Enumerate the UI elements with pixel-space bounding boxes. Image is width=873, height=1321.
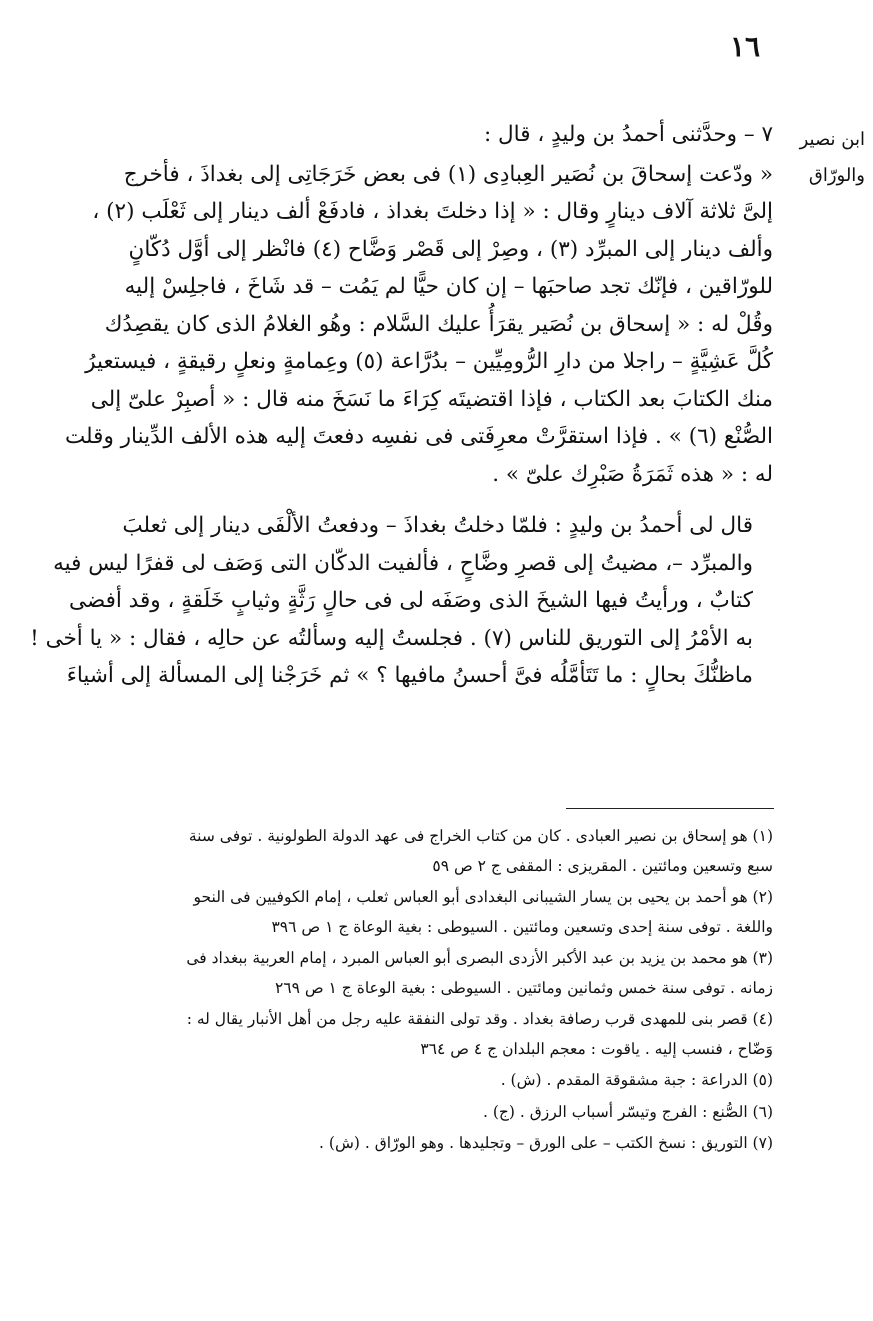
- footnote-line: (٤) قصر بنى للمهدى قرب رصافة بغداد . وقد تولى النفقة عليه رجل من أهل الأنبار يقال له :: [186, 1010, 773, 1028]
- paragraph: [64, 156, 773, 494]
- page-number: ١٦: [729, 30, 761, 63]
- footnote-1: [78, 822, 773, 881]
- footnote-line: (٧) التوريق : نسخ الكتب – على الورق – وتجليدها . وهو الورّاق . (ش) .: [319, 1134, 773, 1152]
- text-line: ٧ – وحدَّثنى أحمدُ بن وليدٍ ، قال :: [483, 122, 773, 147]
- footnote-line: (٣) هو محمد بن يزيد بن عبد الأكبر الأزدى البصرى أبو العباس المبرد ، إمام العربية ببغداد فى: [186, 949, 773, 967]
- paragraph: [30, 507, 773, 695]
- footnote-line: وَضّاح ، فنسب إليه . ياقوت : معجم البلدان ج ٤ ص ٣٦٤: [420, 1039, 773, 1058]
- footnote-6: [78, 1098, 773, 1128]
- footnote-line: (١) هو إسحاق بن نصير العبادى . كان من كتاب الخراج فى عهد الدولة الطولونية . توفى سنة: [188, 827, 773, 845]
- text-line: « ودّعت إسحاقَ بن نُصَير العِبادِى (١) فى بعض خَرَجَاتِى إلى بغداذَ ، فأخرج: [123, 161, 773, 187]
- text-line: له : « هذه ثَمَرَةُ صَبْرِك علىّ » .: [492, 461, 773, 487]
- text-line: الصُّنْع (٦) » . فإذا استقرَّتْ معرِفَتى فى نفسِه دفعتَ إليه هذه الألف الدِّينار وقلت: [64, 424, 773, 449]
- footnote-line: واللغة . توفى سنة إحدى وتسعين ومائتين . السيوطى : بغية الوعاة ج ١ ص ٣٩٦: [271, 917, 773, 936]
- footnote-line: سبع وتسعين ومائتين . المقريزى : المقفى ج ٢ ص ٥٩: [432, 856, 773, 875]
- margin-note-line: والورّاق: [808, 165, 865, 186]
- text-line: والمبرِّد –، مضيتُ إلى قصرِ وضَّاحٍ ، فألفيت الدكّان التى وَصَف لى قفرًا ليس فيه: [53, 550, 753, 576]
- footnote-4: [78, 1005, 773, 1064]
- footnote-line: (٢) هو أحمد بن يحيى بن يسار الشيبانى البغدادى أبو العباس ثعلب ، إمام الكوفيين فى النحو: [193, 888, 773, 906]
- footnote-3: [78, 944, 773, 1003]
- footnotes: [78, 822, 773, 1161]
- text-line: للورّاقين ، فإنّك تجد صاحبَها – إن كان حيًّا لم يَمُت – قد شَاخَ ، فاجلِسْ إليه: [124, 274, 773, 299]
- text-line: إلىَّ ثلاثة آلاف دينارٍ وقال : « إذا دخلتَ بغداذ ، فادفَعْ ألف دينار إلى ثَعْلَب (٢) ،: [92, 199, 773, 224]
- paragraph-heading: [83, 116, 773, 154]
- text-line: كُلَّ عَشِيَّةٍ – راجلا من دارِ الرُّومِيِّين – بدُرَّاعة (٥) وعِمامةٍ ونعلٍ رقيقةٍ ، فيستعيرُ: [85, 349, 773, 374]
- text-line: ماظنُّكَ بحالٍ : ما تَتَأمَّلُه فىَّ أحسنُ مافيها ؟ » ثم خَرَجْنا إلى المسألة إلى أشياءَ: [66, 663, 753, 688]
- footnote-line: (٥) الدراعة : جبة مشقوقة المقدم . (ش) .: [500, 1071, 773, 1089]
- margin-note: [785, 122, 865, 194]
- text-line: به الأمْرُ إلى التوريق للناس (٧) . فجلستُ إليه وسألتُه عن حالِه ، فقال : « يا أخى !: [30, 625, 753, 651]
- text-line: قال لى أحمدُ بن وليدٍ : فلمّا دخلتُ بغداذَ – ودفعتُ الألْفَى دينار إلى ثعلبَ: [122, 513, 753, 538]
- footnote-2: [78, 883, 773, 942]
- text-line: منك الكتابَ بعد الكتاب ، فإذا اقتضيتَه كِرَاءَ ما نَسَخَ منه قال : « أصبِرْ علىّ إلى: [90, 386, 773, 412]
- footnote-divider: [566, 808, 774, 809]
- footnote-5: [78, 1066, 773, 1096]
- text-line: وألف دينار إلى المبرِّد (٣) ، وصِرْ إلى قَصْر وَضَّاح (٤) فانْظر إلى أوَّل دُكّانٍ: [128, 236, 773, 262]
- footnote-7: [78, 1129, 773, 1159]
- footnote-line: زمانه . توفى سنة خمس وثمانين ومائتين . السيوطى : بغية الوعاة ج ١ ص ٢٦٩: [274, 978, 773, 997]
- margin-note-line: ابن نصير: [799, 129, 865, 150]
- text-line: كتابٌ ، ورأيتُ فيها الشيخَ الذى وصَفَه لى فى حالٍ رَثَّةٍ وثيابٍ خَلَقةٍ ، وقد أفضى: [69, 588, 753, 613]
- text-line: وقُلْ له : « إسحاق بن نُصَير يقرَأُ عليك السَّلام : وهُو الغلامُ الذى كان يقصِدُك: [104, 311, 773, 337]
- main-text: [30, 116, 773, 695]
- footnote-line: (٦) الصُّنع : الفرج وتيسّر أسباب الرزق . (ج) .: [482, 1102, 773, 1121]
